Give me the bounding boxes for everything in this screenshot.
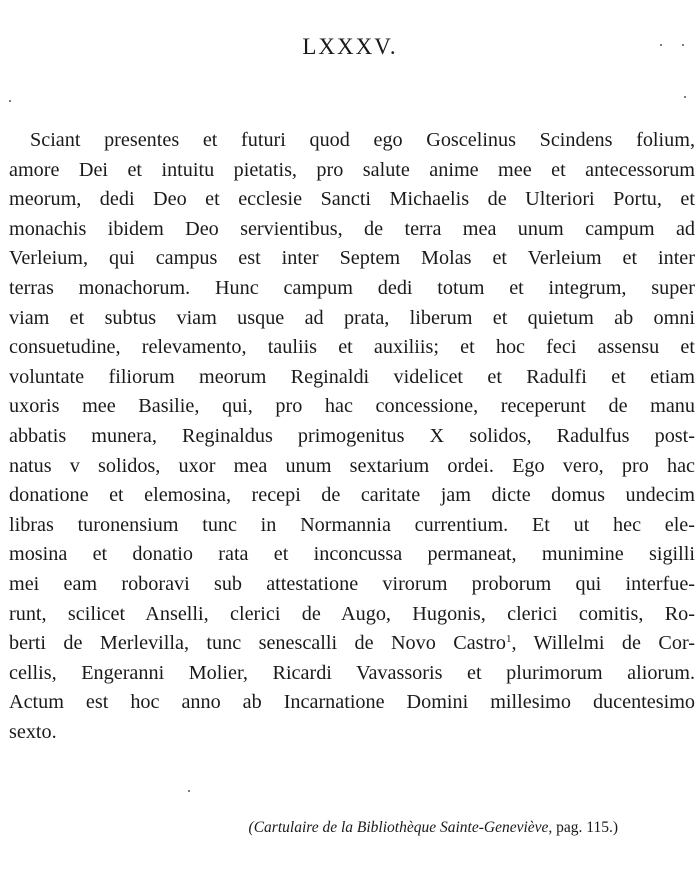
text-line: Verleium, qui campus est inter Septem Molas et Verleium et inter <box>9 247 695 270</box>
line-text-tail: , Willelmi de Cor- <box>511 632 695 655</box>
text-line: meorum, dedi Deo et ecclesie Sancti Michaelis de Ulteriori Portu, et <box>9 188 695 211</box>
text-line: natus v solidos, uxor mea unum sextarium ordei. Ego vero, pro hac <box>9 454 695 477</box>
text-line: uxoris mee Basilie, qui, pro hac concessione, receperunt de manu <box>9 395 695 418</box>
text-line-with-footnote <box>9 629 695 659</box>
scan-speck <box>682 44 684 46</box>
text-line: voluntate filiorum meorum Reginaldi videlicet et Radulfi et etiam <box>9 365 695 388</box>
text-line: donatione et elemosina, recepi de caritate jam dicte domus undecim <box>9 484 695 507</box>
scan-speck <box>188 790 190 792</box>
text-line: libras turonensium tunc in Normannia currentium. Et ut hec ele- <box>9 513 695 536</box>
text-line: amore Dei et intuitu pietatis, pro salute anime mee et antecessorum <box>9 158 695 181</box>
source-citation <box>0 819 618 837</box>
charter-body <box>9 126 695 747</box>
text-line: cellis, Engeranni Molier, Ricardi Vavassoris et plurimorum aliorum. <box>9 661 695 684</box>
text-line: viam et subtus viam usque ad prata, liberum et quietum ab omni <box>9 306 695 329</box>
text-line: runt, scilicet Anselli, clerici de Augo, Hugonis, clerici comitis, Ro- <box>9 602 695 625</box>
text-line: abbatis munera, Reginaldus primogenitus X solidos, Radulfus post- <box>9 424 695 447</box>
text-line: sexto. <box>9 720 57 743</box>
scan-speck <box>684 96 686 98</box>
scan-speck <box>660 44 662 46</box>
text-line: mei eam roboravi sub attestatione virorum proborum qui interfue- <box>9 572 695 595</box>
footnote-marker: 1 <box>505 633 512 646</box>
citation-source: (Cartulaire de la Bibliothèque Sainte-Geneviève, <box>248 819 553 836</box>
citation-page: pag. 115.) <box>556 819 618 836</box>
charter-number-heading: LXXXV. <box>302 34 398 59</box>
scan-speck <box>9 100 11 102</box>
text-line: consuetudine, relevamento, tauliis et auxiliis; et hoc feci assensu et <box>9 336 695 359</box>
text-line: Actum est hoc anno ab Incarnatione Domini millesimo ducentesimo <box>9 691 695 714</box>
text-line: mosina et donatio rata et inconcussa permaneat, munimine sigilli <box>9 543 695 566</box>
text-line: Sciant presentes et futuri quod ego Goscelinus Scindens folium, <box>30 129 695 151</box>
text-line: terras monachorum. Hunc campum dedi totum et integrum, super <box>9 276 695 299</box>
text-line: monachis ibidem Deo servientibus, de terra mea unum campum ad <box>9 217 695 240</box>
line-text: berti de Merlevilla, tunc senescalli de Novo Castro <box>9 632 506 655</box>
